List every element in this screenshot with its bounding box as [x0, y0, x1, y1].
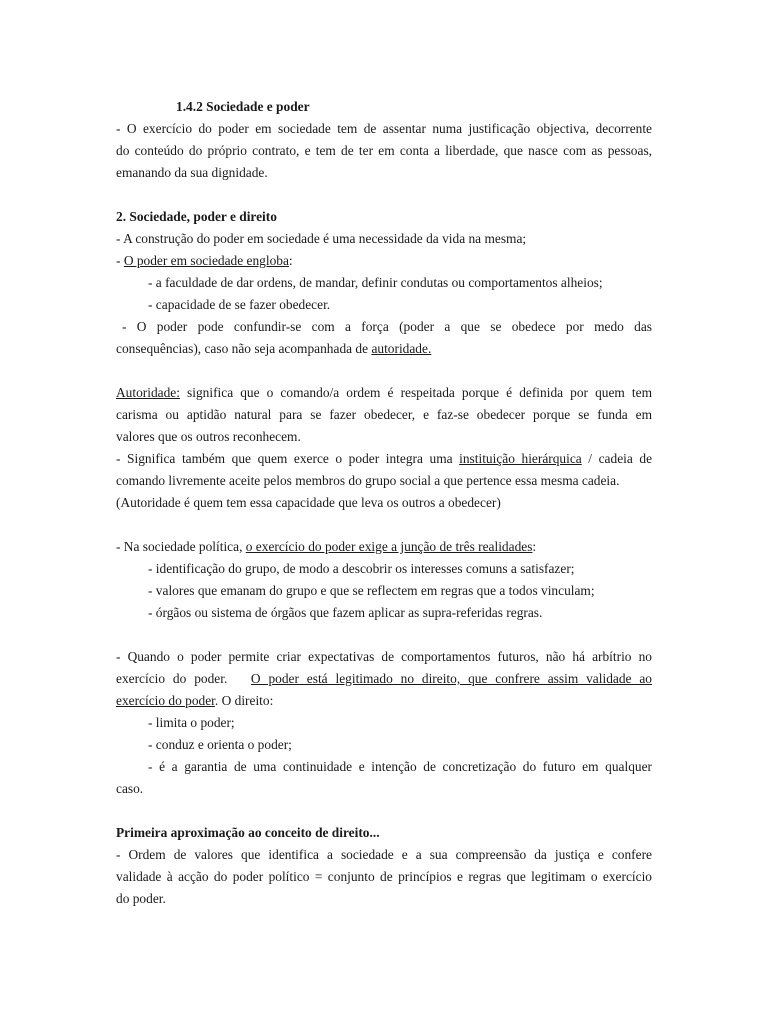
- section-sociedade-poder-direito: [116, 206, 652, 360]
- sub-bullet-line: - capacidade de se fazer obedecer.: [148, 297, 331, 312]
- section-autoridade: [116, 382, 652, 514]
- section-heading: 1.4.2 Sociedade e poder: [176, 99, 310, 114]
- sub-bullet-line: - a faculdade de dar ordens, de mandar, definir condutas ou comportamentos alheios;: [148, 275, 603, 290]
- paragraph-line: - Ordem de valores que identifica a sociedade e a sua compreensão da justiça e confere: [116, 847, 652, 862]
- paragraph-line: [116, 668, 652, 690]
- term-label: Autoridade:: [116, 385, 180, 400]
- paragraph-line: - O exercício do poder em sociedade tem de assentar numa justificação objectiva, decorrente: [116, 121, 652, 136]
- text-fragment: - Na sociedade política,: [116, 539, 246, 554]
- sub-bullet-line: - identificação do grupo, de modo a descobrir os interesses comuns a satisfazer;: [148, 561, 575, 576]
- text-fragment: :: [532, 539, 537, 554]
- bullet-line: - A construção do poder em sociedade é uma necessidade da vida na mesma;: [116, 231, 527, 246]
- section-sociedade-e-poder: [116, 96, 652, 184]
- paragraph-line: comando livremente aceite pelos membros do grupo social a que pertence essa mesma cadeia.: [116, 473, 620, 488]
- bullet-suffix: :: [288, 253, 293, 268]
- underlined-phrase: instituição hierárquica: [459, 451, 582, 466]
- sub-bullet-line: - valores que emanam do grupo e que se reflectem em regras que a todos vinculam;: [148, 583, 595, 598]
- section-sociedade-politica: [116, 536, 652, 624]
- paragraph-line: (Autoridade é quem tem essa capacidade que leva os outros a obedecer): [116, 495, 501, 510]
- sub-bullet-line: - órgãos ou sistema de órgãos que fazem aplicar as supra-referidas regras.: [148, 605, 543, 620]
- bullet-line: - O poder pode confundir-se com a força (poder a que se obedece por medo das: [122, 319, 652, 334]
- underlined-phrase: o exercício do poder exige a junção de três realidades: [245, 539, 533, 554]
- text-fragment: - Significa também que quem exerce o poder integra uma: [116, 451, 460, 466]
- text-fragment: significa que o comando/a ordem é respeitada porque é definida por quem tem: [179, 385, 652, 400]
- bullet-prefix: -: [116, 253, 124, 268]
- paragraph-line: [116, 448, 652, 470]
- bullet-line: [116, 250, 652, 272]
- underlined-phrase: O poder em sociedade engloba: [123, 253, 289, 268]
- paragraph-line: [116, 382, 652, 404]
- section-primeira-aproximacao: [116, 822, 652, 910]
- paragraph-line: do conteúdo do próprio contrato, e tem de ter em conta a liberdade, que nasce com as pessoas,: [116, 143, 652, 158]
- paragraph-line: valores que os outros reconhecem.: [116, 429, 301, 444]
- underlined-phrase: exercício do poder: [116, 693, 215, 708]
- paragraph-line: caso.: [116, 781, 144, 796]
- text-fragment: exercício do poder.: [116, 671, 251, 686]
- section-heading: 2. Sociedade, poder e direito: [116, 209, 277, 224]
- section-quando-o-poder: [116, 646, 652, 800]
- sub-bullet-line: - limita o poder;: [148, 715, 235, 730]
- sub-bullet-line: - é a garantia de uma continuidade e intenção de concretização do futuro em qualquer: [148, 759, 652, 774]
- sub-bullet-line: - conduz e orienta o poder;: [148, 737, 292, 752]
- paragraph-line: emanando da sua dignidade.: [116, 165, 268, 180]
- text-fragment: . O direito:: [214, 693, 274, 708]
- bullet-line: - Quando o poder permite criar expectativas de comportamentos futuros, não há arbítrio no: [116, 649, 652, 664]
- paragraph-line: do poder.: [116, 891, 166, 906]
- paragraph-line: carisma ou aptidão natural para se fazer obedecer, e faz-se obedecer porque se funda em: [116, 407, 652, 422]
- underlined-phrase: autoridade.: [371, 341, 432, 356]
- document-page: [116, 96, 652, 910]
- underlined-phrase: O poder está legitimado no direito, que confrere assim validade ao: [250, 671, 652, 686]
- paragraph-line: validade à acção do poder político = conjunto de princípios e regras que legitimam o exercício: [116, 869, 652, 884]
- text-fragment: / cadeia de: [581, 451, 653, 466]
- paragraph-line: [116, 690, 652, 712]
- text-fragment: consequências), caso não seja acompanhada de: [116, 341, 372, 356]
- bullet-line: [116, 536, 652, 558]
- section-heading: Primeira aproximação ao conceito de direito...: [116, 825, 380, 840]
- bullet-line: [116, 338, 652, 360]
